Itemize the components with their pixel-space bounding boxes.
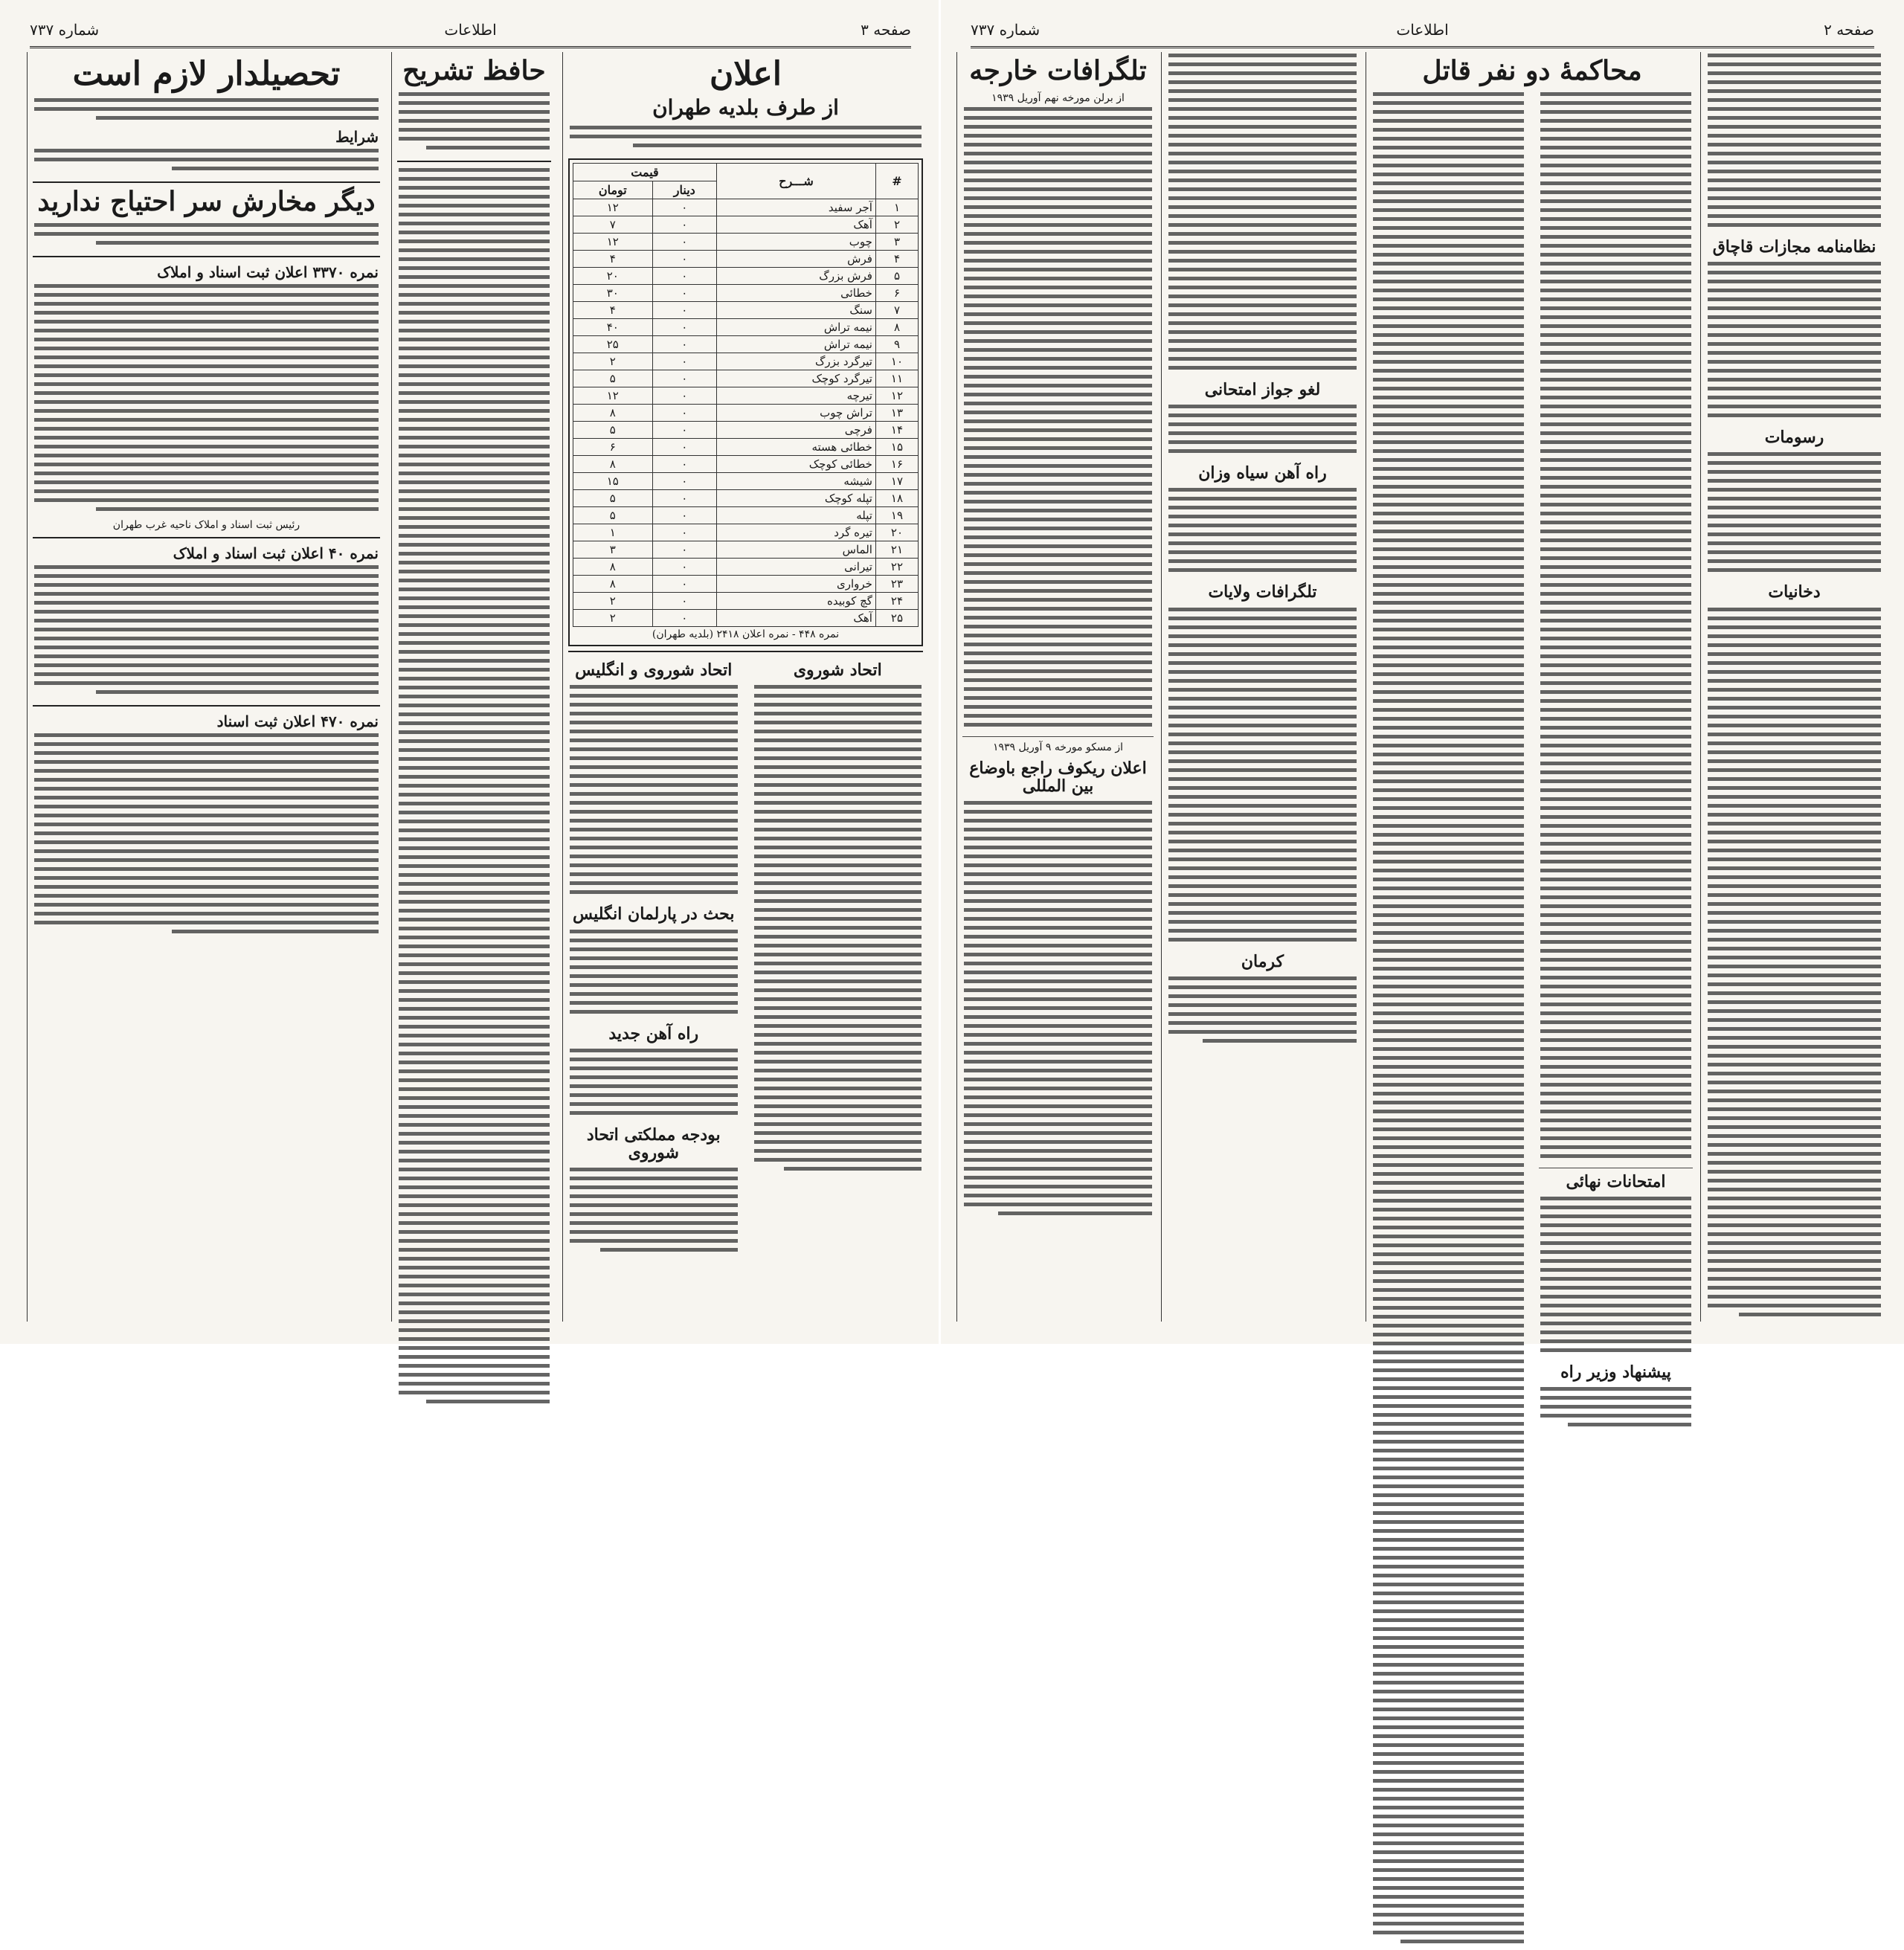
fare-row-number: ۲۴ <box>875 593 918 610</box>
fare-row <box>573 302 919 319</box>
fare-row-name: الماس <box>716 541 875 559</box>
fare-row-number: ۱۰ <box>875 353 918 370</box>
fare-row <box>573 268 919 285</box>
column-customs <box>1703 52 1885 1322</box>
fare-row-name: خطائی کوچک <box>716 456 875 473</box>
fare-row <box>573 234 919 251</box>
issue-number: شماره ۷۳۷ <box>30 21 100 39</box>
fare-row <box>573 216 919 234</box>
fare-row-toman: ۱ <box>573 524 653 541</box>
newspaper-page-3 <box>0 0 941 1344</box>
headline-customs: نظامنامه مجازات قاچاق <box>1712 237 1876 257</box>
fare-row-rial: ۰ <box>652 285 716 302</box>
fare-row-name: نیمه تراش <box>716 336 875 353</box>
fare-row <box>573 319 919 336</box>
newspaper-page-2 <box>941 0 1904 1382</box>
fare-row-toman: ۳ <box>573 541 653 559</box>
fare-row-number: ۲۰ <box>875 524 918 541</box>
fare-row-rial: ۰ <box>652 507 716 524</box>
fare-row-toman: ۵ <box>573 370 653 387</box>
fare-row <box>573 559 919 576</box>
fare-row-toman: ۲۵ <box>573 336 653 353</box>
fare-row-toman: ۸ <box>573 576 653 593</box>
fare-row-toman: ۷ <box>573 216 653 234</box>
fare-row-rial: ۰ <box>652 336 716 353</box>
fare-row <box>573 405 919 422</box>
fare-row <box>573 336 919 353</box>
fare-row-rial: ۰ <box>652 422 716 439</box>
fare-row-rial: ۰ <box>652 593 716 610</box>
fare-row-name: چوب <box>716 234 875 251</box>
fare-row-rial: ۰ <box>652 541 716 559</box>
fare-row-rial: ۰ <box>652 610 716 627</box>
fare-row <box>573 353 919 370</box>
headline-railway: راه آهن جدید <box>608 1023 699 1043</box>
headline-britain-note: لغو جواز امتحانی <box>1204 380 1321 399</box>
headline-rasaneh: رسومات <box>1764 428 1824 448</box>
page-number: صفحه ۳ <box>861 21 911 39</box>
fare-row-rial: ۰ <box>652 353 716 370</box>
fare-row-rial: ۰ <box>652 234 716 251</box>
col-desc: شـــرح <box>716 164 875 199</box>
headline-hafez: حافظ تشریح <box>402 55 546 86</box>
fare-row-name: خرواری <box>716 576 875 593</box>
fare-row-rial: ۰ <box>652 439 716 456</box>
headline-kerman: کرمان <box>1241 951 1284 971</box>
fare-row-name: تپله <box>716 507 875 524</box>
fare-row-name: خطائی <box>716 285 875 302</box>
fare-row-number: ۱۳ <box>875 405 918 422</box>
fare-row-name: فرچی <box>716 422 875 439</box>
fare-row-rial: ۰ <box>652 268 716 285</box>
paper-name: اطلاعات <box>444 21 497 39</box>
fare-row <box>573 507 919 524</box>
fare-row-name: تیرانی <box>716 559 875 576</box>
fare-row-number: ۱۴ <box>875 422 918 439</box>
fare-row-name: تیرگرد کوچک <box>716 370 875 387</box>
fare-row-rial: ۰ <box>652 524 716 541</box>
fare-row-name: تپله کوچک <box>716 490 875 507</box>
paper-name-right: اطلاعات <box>1396 21 1449 39</box>
column-trial <box>1368 52 1696 1382</box>
col-toman: تومان <box>573 181 653 199</box>
headline-announcement: اعلان <box>709 55 782 93</box>
fare-row-rial: ۰ <box>652 370 716 387</box>
fare-row-toman: ۸ <box>573 456 653 473</box>
fare-row-toman: ۴۰ <box>573 319 653 336</box>
fare-row-toman: ۱۲ <box>573 199 653 216</box>
fare-row-number: ۱۱ <box>875 370 918 387</box>
fare-row-number: ۵ <box>875 268 918 285</box>
fare-row-name: شیشه <box>716 473 875 490</box>
col-number: # <box>875 164 918 199</box>
fare-row-name: خطائی هسته <box>716 439 875 456</box>
moscow-dateline: از مسکو مورخه ۹ آوریل ۱۹۳۹ <box>992 741 1124 753</box>
fare-row-rial: ۰ <box>652 473 716 490</box>
fare-row <box>573 490 919 507</box>
fare-row-toman: ۴ <box>573 251 653 268</box>
headline-soviet-budget: بودجه مملکتی اتحاد شوروی <box>586 1124 721 1162</box>
fare-row <box>573 387 919 405</box>
issue-number-right: شماره ۷۳۷ <box>971 21 1041 39</box>
fare-row <box>573 251 919 268</box>
fare-row-number: ۲۳ <box>875 576 918 593</box>
notice-registry-1: نمره ۳۳۷۰ اعلان ثبت اسناد و املاک <box>157 263 379 281</box>
fare-row-number: ۱۲ <box>875 387 918 405</box>
fare-row-toman: ۲ <box>573 610 653 627</box>
fare-row-rial: ۰ <box>652 199 716 216</box>
headline-railway-right: راه آهن سیاه وزان <box>1198 463 1327 483</box>
fare-row <box>573 456 919 473</box>
cables-dateline: از برلن مورخه نهم آوریل ۱۹۳۹ <box>991 91 1125 104</box>
headline-union: اتحاد شوروی <box>793 660 882 680</box>
headline-minister: پیشنهاد وزیر راه <box>1560 1362 1671 1382</box>
fare-row-number: ۱۹ <box>875 507 918 524</box>
fare-row-toman: ۶ <box>573 439 653 456</box>
fare-row-name: تیرگرد بزرگ <box>716 353 875 370</box>
fare-row-rial: ۰ <box>652 405 716 422</box>
column-cables <box>959 52 1157 1322</box>
headline-iran-britain: اتحاد شوروی و انگلیس <box>575 660 733 680</box>
fare-row-name: آجر سفید <box>716 199 875 216</box>
fare-row-number: ۲۵ <box>875 610 918 627</box>
fare-row-name: فرش بزرگ <box>716 268 875 285</box>
fare-row-name: نیمه تراش <box>716 319 875 336</box>
fare-row-number: ۱۸ <box>875 490 918 507</box>
fare-row-name: آهک <box>716 216 875 234</box>
fare-row-number: ۶ <box>875 285 918 302</box>
fare-row-rial: ۰ <box>652 576 716 593</box>
fare-row <box>573 199 919 216</box>
fare-row-number: ۸ <box>875 319 918 336</box>
fare-row <box>573 370 919 387</box>
page-number-right: صفحه ۲ <box>1824 21 1874 39</box>
headline-exams: امتحانات نهائی <box>1566 1171 1666 1191</box>
notice-conditions: شرایط <box>335 128 379 147</box>
fare-row-toman: ۱۲ <box>573 387 653 405</box>
headline-dokhaniyat: دخانیات <box>1768 582 1821 602</box>
fare-row-toman: ۲۰ <box>573 268 653 285</box>
notice-registry-3: نمره ۴۷۰ اعلان ثبت اسناد <box>216 712 379 730</box>
fare-row-rial: ۰ <box>652 559 716 576</box>
fare-row-toman: ۱۲ <box>573 234 653 251</box>
fare-row-number: ۴ <box>875 251 918 268</box>
fare-row-name: آهک <box>716 610 875 627</box>
fare-row-toman: ۴ <box>573 302 653 319</box>
headline-parliament: بحث در پارلمان انگلیس <box>573 904 735 924</box>
column-hafez <box>394 52 554 1322</box>
masthead-right <box>971 15 1874 48</box>
fare-row-number: ۲ <box>875 216 918 234</box>
headline-no-expense: دیگر مخارش سر احتیاج ندارید <box>37 186 376 218</box>
fare-row-name: سنگ <box>716 302 875 319</box>
fare-row-toman: ۳۰ <box>573 285 653 302</box>
fare-row-number: ۲۱ <box>875 541 918 559</box>
column-provinces <box>1164 52 1361 1322</box>
fare-row-number: ۲۲ <box>875 559 918 576</box>
fare-table-footer: نمره ۴۴۸ - نمره اعلان ۲۴۱۸ (بلدیه طهران) <box>652 628 840 641</box>
headline-american: اعلان ریکوف راجع باوضاع بین المللی <box>969 758 1147 796</box>
fare-row-name: فرش <box>716 251 875 268</box>
fare-row-rial: ۰ <box>652 456 716 473</box>
masthead <box>30 15 911 48</box>
fare-row-rial: ۰ <box>652 490 716 507</box>
fare-row-number: ۱ <box>875 199 918 216</box>
column-notices <box>30 52 383 1322</box>
fare-row-rial: ۰ <box>652 319 716 336</box>
headline-education: تحصیلدار لازم است <box>72 55 341 93</box>
fare-row-name: گچ کوبیده <box>716 593 875 610</box>
fare-row-toman: ۸ <box>573 405 653 422</box>
fare-row <box>573 285 919 302</box>
fare-row-number: ۱۵ <box>875 439 918 456</box>
fare-row <box>573 610 919 627</box>
fare-row <box>573 541 919 559</box>
fare-row-toman: ۵ <box>573 507 653 524</box>
fare-row-toman: ۵ <box>573 422 653 439</box>
headline-trial: محاکمهٔ دو نفر قاتل <box>1422 55 1642 86</box>
fare-row-name: تیره گرد <box>716 524 875 541</box>
headline-provinces: تلگرافات ولایات <box>1208 582 1317 602</box>
fare-row <box>573 576 919 593</box>
fare-row <box>573 524 919 541</box>
registry-office: رئیس ثبت اسناد و املاک ناحیه غرب طهران <box>112 518 300 531</box>
notice-registry-2: نمره ۴۰ اعلان ثبت اسناد و املاک <box>173 544 379 562</box>
fare-row-toman: ۵ <box>573 490 653 507</box>
fare-row-number: ۳ <box>875 234 918 251</box>
fare-row-number: ۱۷ <box>875 473 918 490</box>
fare-table <box>573 163 919 627</box>
fare-row-rial: ۰ <box>652 251 716 268</box>
fare-row-toman: ۸ <box>573 559 653 576</box>
col-price: قیمت <box>573 164 717 181</box>
fare-row-rial: ۰ <box>652 216 716 234</box>
fare-row <box>573 439 919 456</box>
fare-row-rial: ۰ <box>652 387 716 405</box>
fare-row-toman: ۱۵ <box>573 473 653 490</box>
column-announcement <box>565 52 926 1322</box>
fare-row <box>573 473 919 490</box>
fare-row-name: تیرچه <box>716 387 875 405</box>
fare-table-box <box>568 158 923 646</box>
fare-row <box>573 593 919 610</box>
headline-announcement-sub: از طرف بلدیه طهران <box>652 95 839 120</box>
fare-row-number: ۱۶ <box>875 456 918 473</box>
fare-row-toman: ۲ <box>573 353 653 370</box>
col-rial: دینار <box>652 181 716 199</box>
fare-row-number: ۹ <box>875 336 918 353</box>
fare-row <box>573 422 919 439</box>
fare-row-rial: ۰ <box>652 302 716 319</box>
fare-row-number: ۷ <box>875 302 918 319</box>
fare-row-toman: ۲ <box>573 593 653 610</box>
fare-row-name: تراش چوب <box>716 405 875 422</box>
headline-cables: تلگرافات خارجه <box>969 55 1147 86</box>
